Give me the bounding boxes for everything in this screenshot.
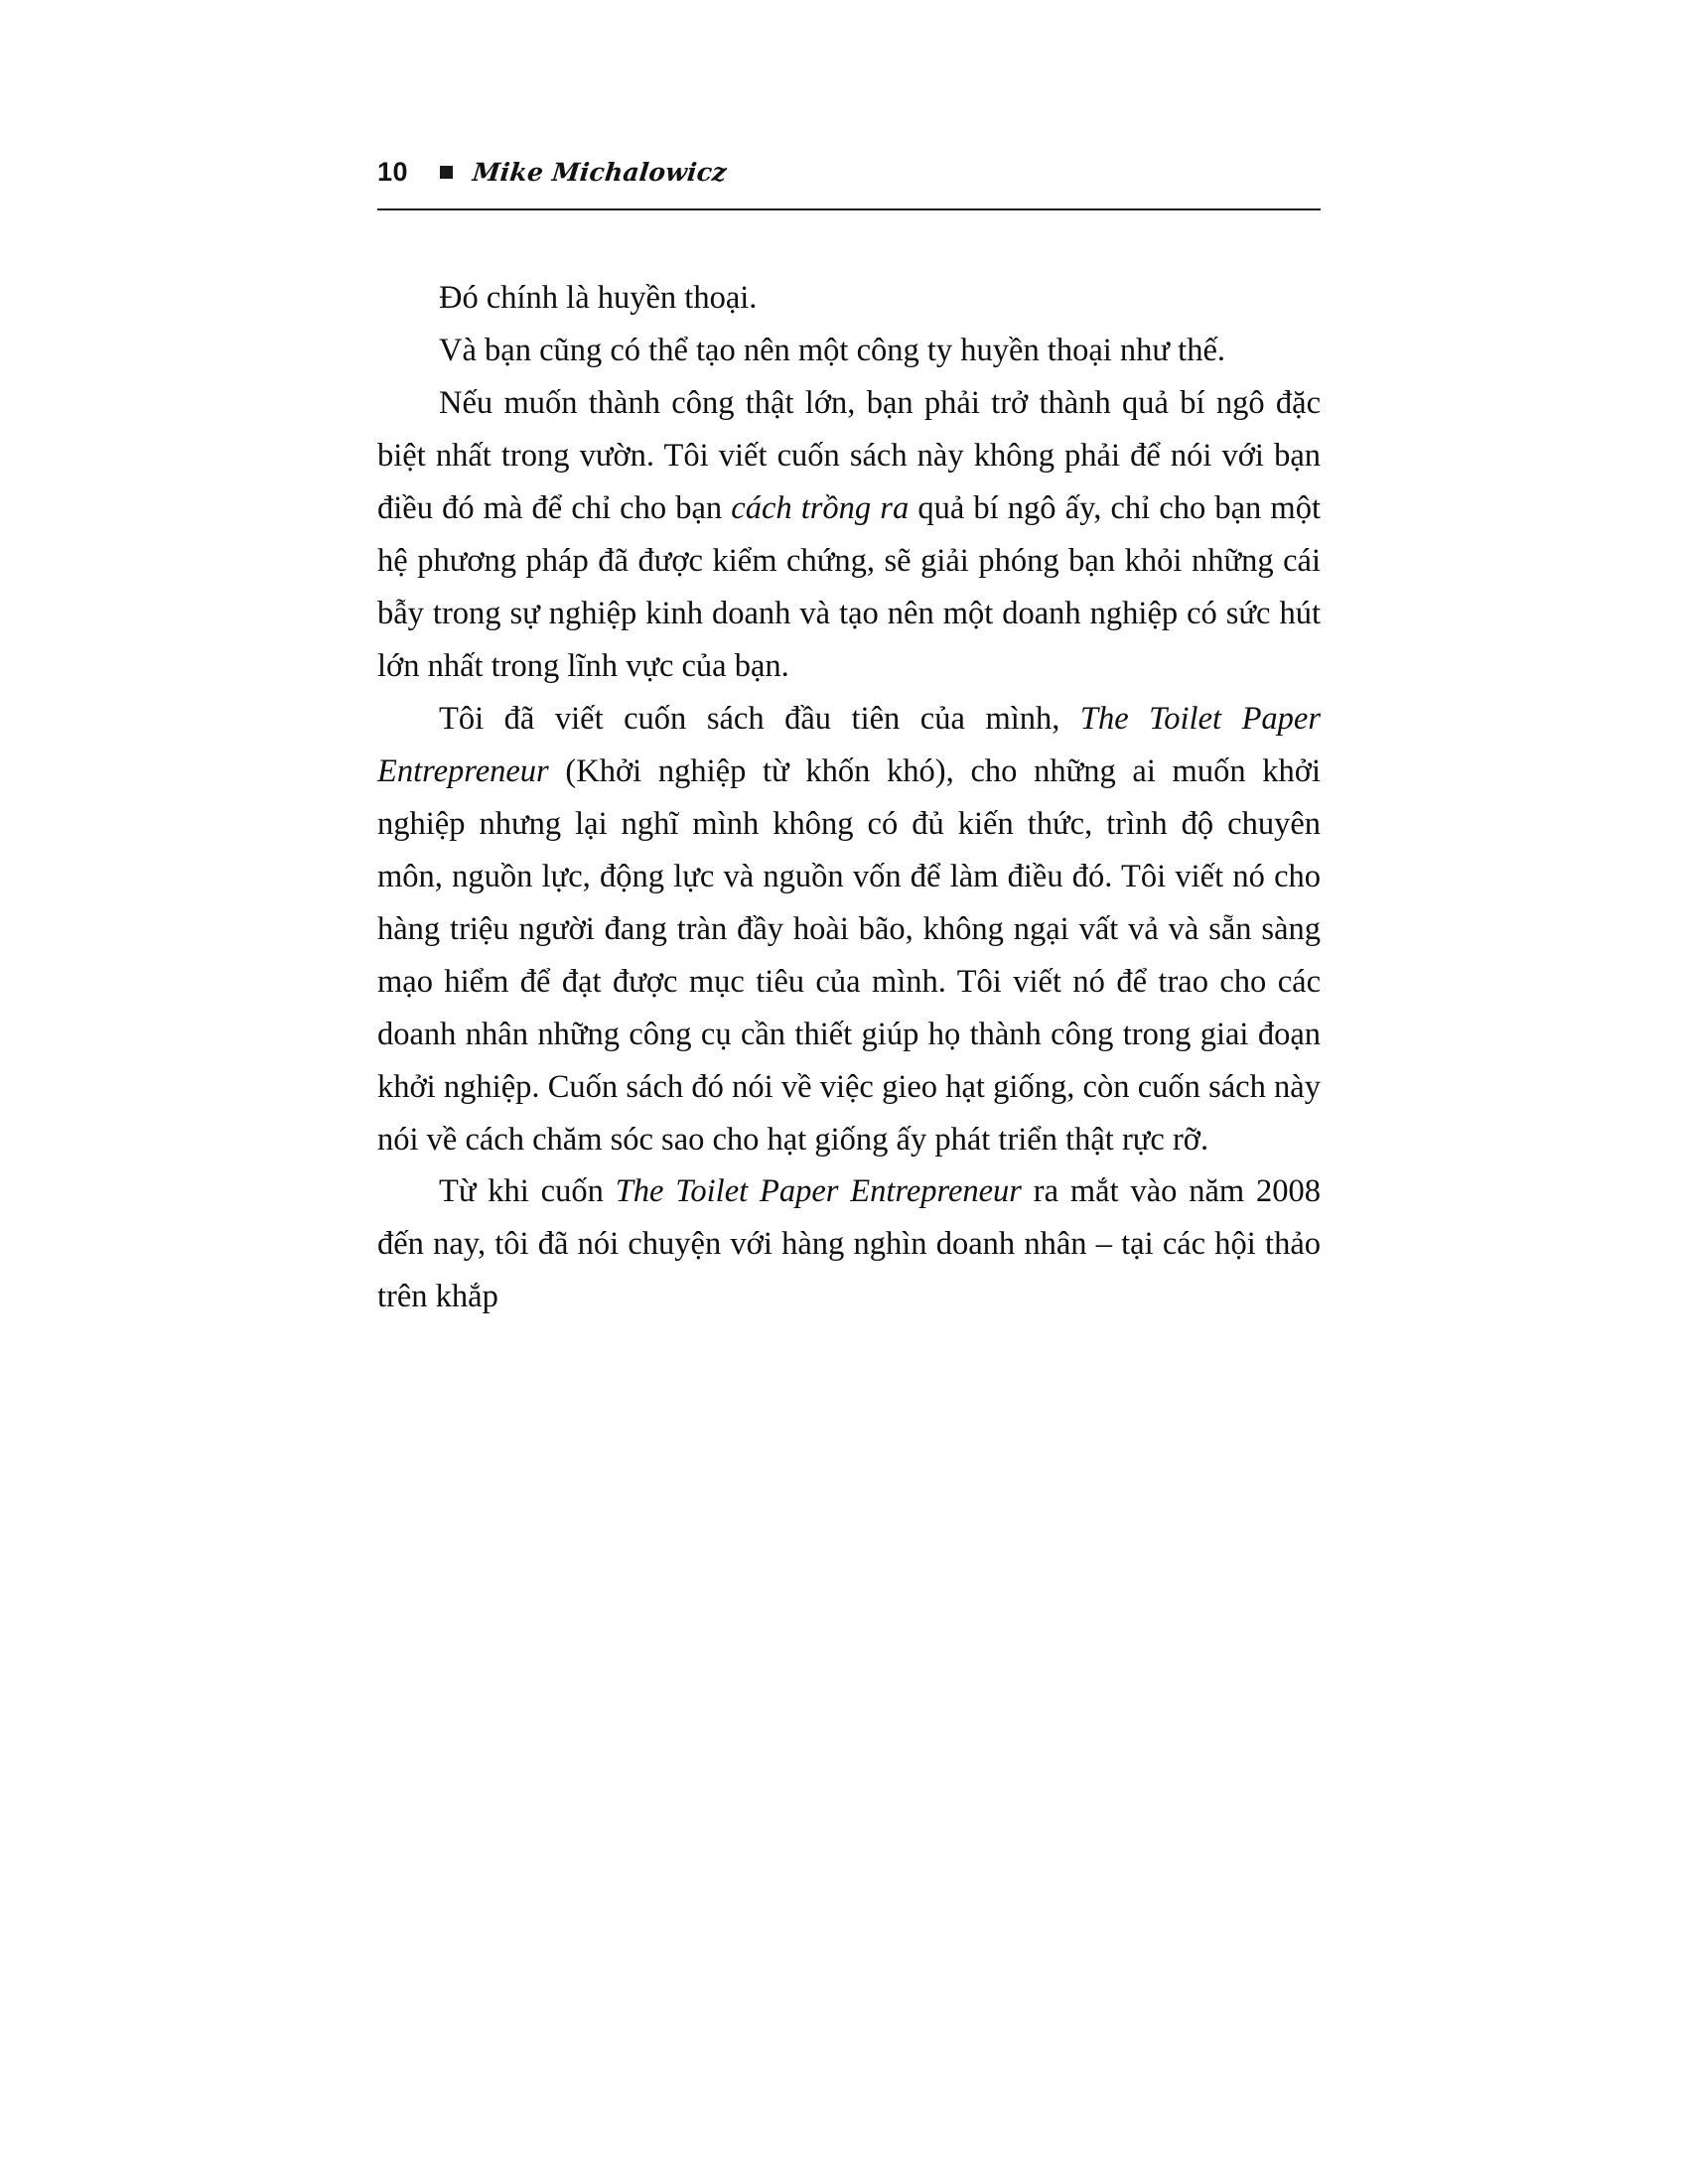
- paragraph: [377, 1165, 1321, 1323]
- body-text: [377, 272, 1321, 1323]
- text-run: Đó chính là huyền thoại.: [439, 280, 758, 316]
- text-run: Và bạn cũng có thể tạo nên một công ty huyền thoại như thế.: [439, 332, 1225, 368]
- page-content: [377, 149, 1321, 1323]
- text-run: quả bí ngô ấy, chỉ cho bạn một hệ phương pháp đã được kiểm chứng, sẽ giải phóng bạn khỏi những cái bẫy trong sự nghiệp kinh doanh và tạo nên một doanh nghiệp có sức hút lớn nhất trong lĩnh vực của bạn.: [377, 489, 1321, 684]
- paragraph: [377, 693, 1321, 1166]
- square-bullet-icon: [440, 166, 453, 179]
- italic-title: cách trồng ra: [731, 489, 910, 526]
- text-run: Nếu muốn thành công thật lớn, bạn phải trở thành quả bí ngô đặc biệt nhất trong vườn. Tôi viết cuốn sách này không phải để nói với bạn điều đó mà để chỉ cho bạn: [377, 384, 1321, 526]
- text-run: Từ khi cuốn: [439, 1173, 616, 1210]
- italic-title: The Toilet Paper Entrepreneur: [615, 1173, 1022, 1210]
- running-head: [377, 149, 1321, 210]
- paragraph: [377, 325, 1321, 377]
- italic-title: The Toilet Paper Entrepreneur: [377, 700, 1321, 789]
- author-name: Mike Michalowicz: [471, 157, 729, 187]
- paragraph: [377, 272, 1321, 325]
- text-run: (Khởi nghiệp từ khốn khó), cho những ai muốn khởi nghiệp nhưng lại nghĩ mình không có đủ kiến thức, trình độ chuyên môn, nguồn lực, động lực và nguồn vốn để làm điều đó. Tôi viết nó cho hàng triệu người đang tràn đầy hoài bão, không ngại vất vả và sẵn sàng mạo hiểm để đạt được mục tiêu của mình. Tôi viết nó để trao cho các doanh nhân những công cụ cần thiết giúp họ thành công trong giai đoạn khởi nghiệp. Cuốn sách đó nói về việc gieo hạt giống, còn cuốn sách này nói về cách chăm sóc sao cho hạt giống ấy phát triển thật rực rỡ.: [377, 752, 1321, 1158]
- page-number: 10: [377, 156, 409, 187]
- text-run: Tôi đã viết cuốn sách đầu tiên của mình,: [439, 700, 1080, 737]
- text-run: ra mắt vào năm 2008 đến nay, tôi đã nói chuyện với hàng nghìn doanh nhân – tại các hội thảo trên khắp: [377, 1173, 1322, 1315]
- paragraph: [377, 377, 1321, 693]
